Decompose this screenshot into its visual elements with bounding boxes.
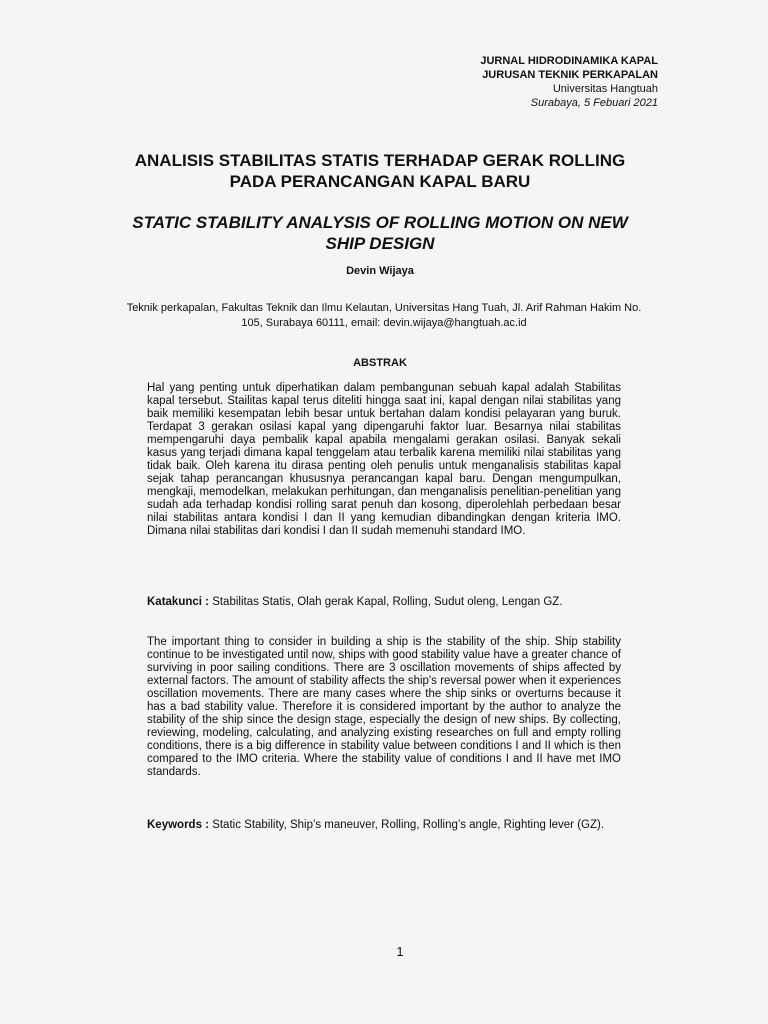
author-affiliation <box>108 301 660 331</box>
katakunci-label: Katakunci : <box>147 596 209 608</box>
journal-name: JURNAL HIDRODINAMIKA KAPAL <box>480 55 658 67</box>
title-indonesian-line-1: ANALISIS STABILITAS STATIS TERHADAP GERAK ROLLING <box>134 151 626 170</box>
title-indonesian <box>110 150 650 192</box>
title-english-line-1: STATIC STABILITY ANALYSIS OF ROLLING MOTION ON NEW <box>132 213 628 232</box>
place-date: Surabaya, 5 Febuari 2021 <box>530 97 658 109</box>
department-name: JURUSAN TEKNIK PERKAPALAN <box>482 69 658 81</box>
affiliation-line-2: 105, Surabaya 60111, email: devin.wijaya@hangtuah.ac.id <box>241 317 527 329</box>
title-indonesian-line-2: PADA PERANCANGAN KAPAL BARU <box>229 172 531 191</box>
keywords-line <box>147 819 621 832</box>
university-name: Universitas Hangtuah <box>552 83 658 95</box>
page-number: 1 <box>396 944 404 959</box>
title-english <box>110 212 650 254</box>
title-english-line-2: SHIP DESIGN <box>325 234 435 253</box>
abstrak-paragraph: Hal yang penting untuk diperhatikan dalam pembangunan sebuah kapal adalah Stabilitas kapal tersebut. Stailitas kapal terus diteliti hingga saat ini, kapal dengan nilai stabilitas yang baik memiliki kesempatan lebih besar untuk bertahan dalam kondisi pelayaran yang buruk. Terdapat 3 gerakan osilasi kapal yang dipengaruhi faktor luar. Besarnya nilai stabilitas mempengaruhi daya pembalik kapal apabila mengalami gerakan osilasi. Banyak sekali kasus yang terjadi dimana kapal tenggelam atau terbalik karena memiliki nilai stabilitas yang tidak baik. Oleh karena itu dirasa penting oleh penulis untuk menganalisis stabilitas kapal sejak tahap perancangan khususnya perancangan kapal baru. Dengan mengumpulkan, mengkaji, memodelkan, melakukan perhitungan, dan menganalisis penelitian-penelitian yang sudah ada terhadap kondisi rolling sarat penuh dan kosong, diperolehlah perbedaan besar nilai stabilitas antara kondisi I dan II yang kemudian dibandingkan dengan kriteria IMO. Dimana nilai stabilitas dari kondisi I dan II sudah memenuhi standard IMO. <box>147 382 621 537</box>
keywords-label: Keywords : <box>147 819 209 831</box>
keywords-text: Static Stability, Ship’s maneuver, Rolling, Rolling’s angle, Righting lever (GZ). <box>209 819 605 831</box>
abstrak-heading: ABSTRAK <box>353 357 407 369</box>
katakunci-line <box>147 596 621 609</box>
affiliation-line-1: Teknik perkapalan, Fakultas Teknik dan Ilmu Kelautan, Universitas Hang Tuah, Jl. Arif Rahman Hakim No. <box>126 302 642 314</box>
katakunci-text: Stabilitas Statis, Olah gerak Kapal, Rolling, Sudut oleng, Lengan GZ. <box>209 596 563 608</box>
author-name: Devin Wijaya <box>346 265 414 277</box>
journal-header <box>480 54 658 110</box>
abstract-paragraph: The important thing to consider in building a ship is the stability of the ship. Ship stability continue to be investigated until now, ships with good stability value have a greater chance of surviving in poor sailing conditions. There are 3 oscillation movements of ships affected by external factors. The amount of stability affects the ship's reversal power when it experiences oscillation movements. There are many cases where the ship sinks or overturns because it has a bad stability value. Therefore it is considered important by the author to analyze the stability of the ship since the design stage, especially the design of new ships. By collecting, reviewing, modeling, calculating, and analyzing existing researches on full and empty rolling conditions, there is a big difference in stability value between conditions I and II which is then compared to the IMO criteria. Where the stability value of conditions I and II have met IMO standards. <box>147 636 621 778</box>
